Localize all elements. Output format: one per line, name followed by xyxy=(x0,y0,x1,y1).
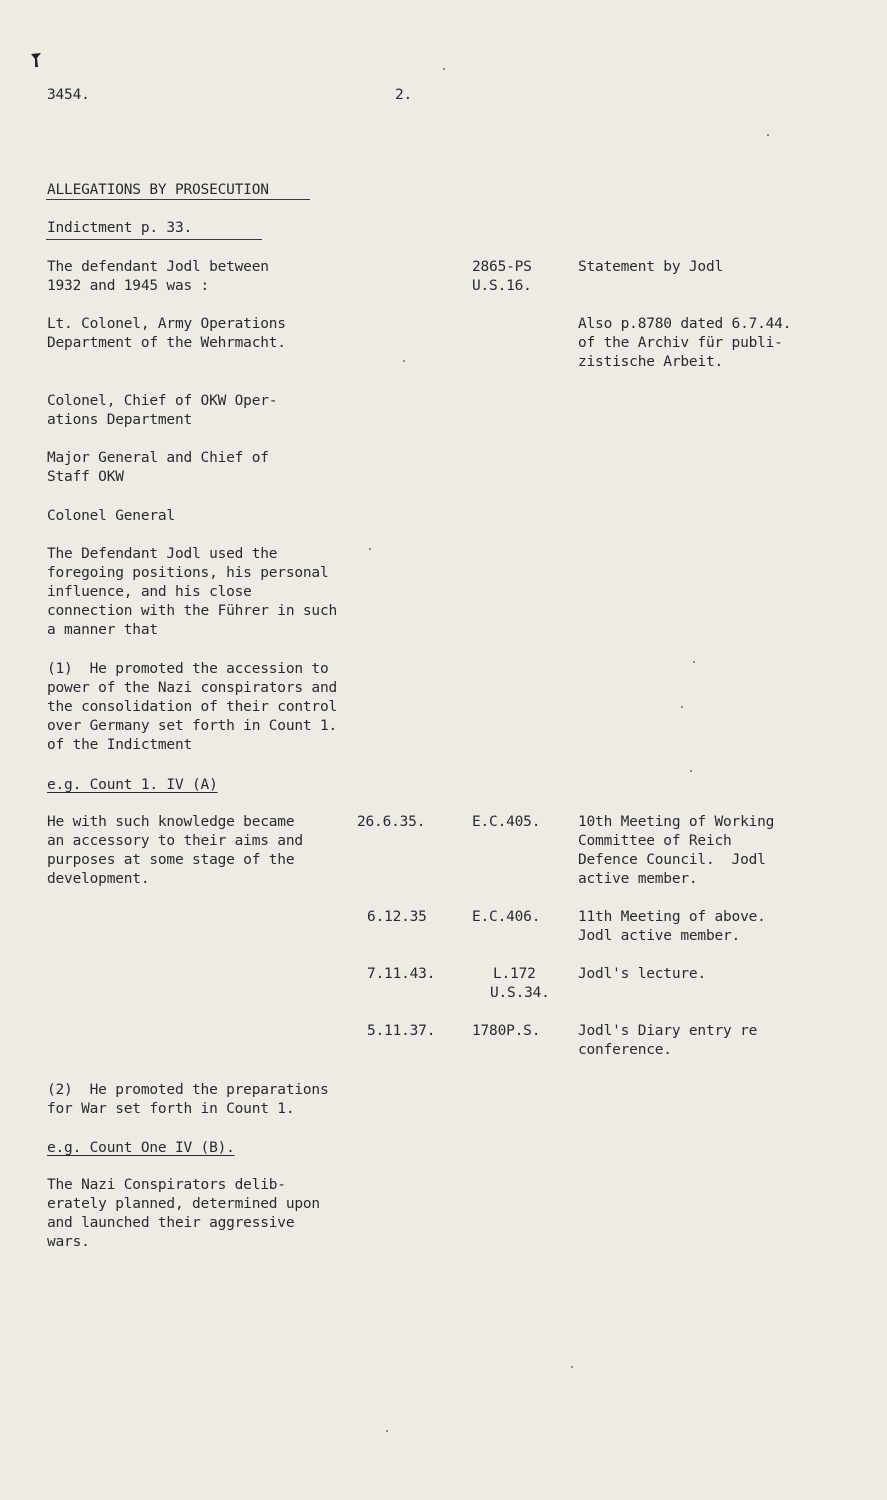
evidence-note: Defence Council. Jodl xyxy=(578,852,766,868)
paper-speck xyxy=(690,770,692,772)
ink-mark-icon xyxy=(30,52,42,68)
allegation-text: The Nazi Conspirators delib- xyxy=(47,1177,286,1193)
allegation-text: over Germany set forth in Count 1. xyxy=(47,718,338,734)
indictment-reference: Indictment p. 33. xyxy=(47,220,193,236)
indictment-underline xyxy=(46,239,262,240)
allegation-text: Lt. Colonel, Army Operations xyxy=(47,316,286,332)
allegation-text: Major General and Chief of xyxy=(47,450,269,466)
allegation-text: ations Department xyxy=(47,412,193,428)
document-ref: 2865-PS xyxy=(472,259,532,275)
paper-speck xyxy=(443,68,445,70)
section-title: ALLEGATIONS BY PROSECUTION xyxy=(47,182,269,198)
allegation-text: The Defendant Jodl used the xyxy=(47,546,278,562)
allegation-text: an accessory to their aims and xyxy=(47,833,303,849)
allegation-text: wars. xyxy=(47,1234,90,1250)
allegation-text: (2) He promoted the preparations xyxy=(47,1082,329,1098)
evidence-note: of the Archiv für publi- xyxy=(578,335,783,351)
evidence-date: 26.6.35. xyxy=(357,814,426,830)
page-number: 2. xyxy=(395,87,413,103)
document-ref: U.S.16. xyxy=(472,278,532,294)
evidence-note: active member. xyxy=(578,871,698,887)
allegation-text: for War set forth in Count 1. xyxy=(47,1101,295,1117)
allegation-text: foregoing positions, his personal xyxy=(47,565,329,581)
evidence-note: Statement by Jodl xyxy=(578,259,724,275)
allegation-text: a manner that xyxy=(47,622,158,638)
evidence-note: conference. xyxy=(578,1042,672,1058)
evidence-note: 10th Meeting of Working xyxy=(578,814,775,830)
paper-speck xyxy=(767,134,769,136)
evidence-date: 6.12.35 xyxy=(367,909,427,925)
allegation-text: erately planned, determined upon xyxy=(47,1196,320,1212)
paper-speck xyxy=(693,661,695,663)
paper-speck xyxy=(369,548,371,550)
document-ref: E.C.406. xyxy=(472,909,541,925)
allegation-text: Colonel General xyxy=(47,508,175,524)
allegation-text: Colonel, Chief of OKW Oper- xyxy=(47,393,278,409)
allegation-text: development. xyxy=(47,871,150,887)
allegation-text: the consolidation of their control xyxy=(47,699,338,715)
evidence-date: 7.11.43. xyxy=(367,966,436,982)
paper-speck xyxy=(681,706,683,708)
allegation-text: (1) He promoted the accession to xyxy=(47,661,329,677)
evidence-note: Jodl's lecture. xyxy=(578,966,706,982)
paper-speck xyxy=(386,1430,388,1432)
document-number: 3454. xyxy=(47,87,90,103)
allegation-text: Department of the Wehrmacht. xyxy=(47,335,286,351)
allegation-text: 1932 and 1945 was : xyxy=(47,278,210,294)
title-underline xyxy=(46,199,310,200)
document-ref: 1780P.S. xyxy=(472,1023,541,1039)
document-ref: U.S.34. xyxy=(490,985,550,1001)
evidence-note: Committee of Reich xyxy=(578,833,732,849)
evidence-date: 5.11.37. xyxy=(367,1023,436,1039)
allegation-text: Staff OKW xyxy=(47,469,124,485)
count-heading: e.g. Count 1. IV (A) xyxy=(47,777,218,793)
document-ref: E.C.405. xyxy=(472,814,541,830)
allegation-text: of the Indictment xyxy=(47,737,193,753)
allegation-text: and launched their aggressive xyxy=(47,1215,295,1231)
evidence-note: zistische Arbeit. xyxy=(578,354,724,370)
allegation-text: purposes at some stage of the xyxy=(47,852,295,868)
evidence-note: Also p.8780 dated 6.7.44. xyxy=(578,316,792,332)
allegation-text: power of the Nazi conspirators and xyxy=(47,680,338,696)
paper-speck xyxy=(403,360,405,362)
allegation-text: influence, and his close xyxy=(47,584,252,600)
allegation-text: He with such knowledge became xyxy=(47,814,295,830)
evidence-note: 11th Meeting of above. xyxy=(578,909,766,925)
count-heading: e.g. Count One IV (B). xyxy=(47,1140,235,1156)
evidence-note: Jodl's Diary entry re xyxy=(578,1023,758,1039)
document-ref: L.172 xyxy=(493,966,536,982)
evidence-note: Jodl active member. xyxy=(578,928,741,944)
allegation-text: connection with the Führer in such xyxy=(47,603,338,619)
allegation-text: The defendant Jodl between xyxy=(47,259,269,275)
paper-speck xyxy=(571,1366,573,1368)
